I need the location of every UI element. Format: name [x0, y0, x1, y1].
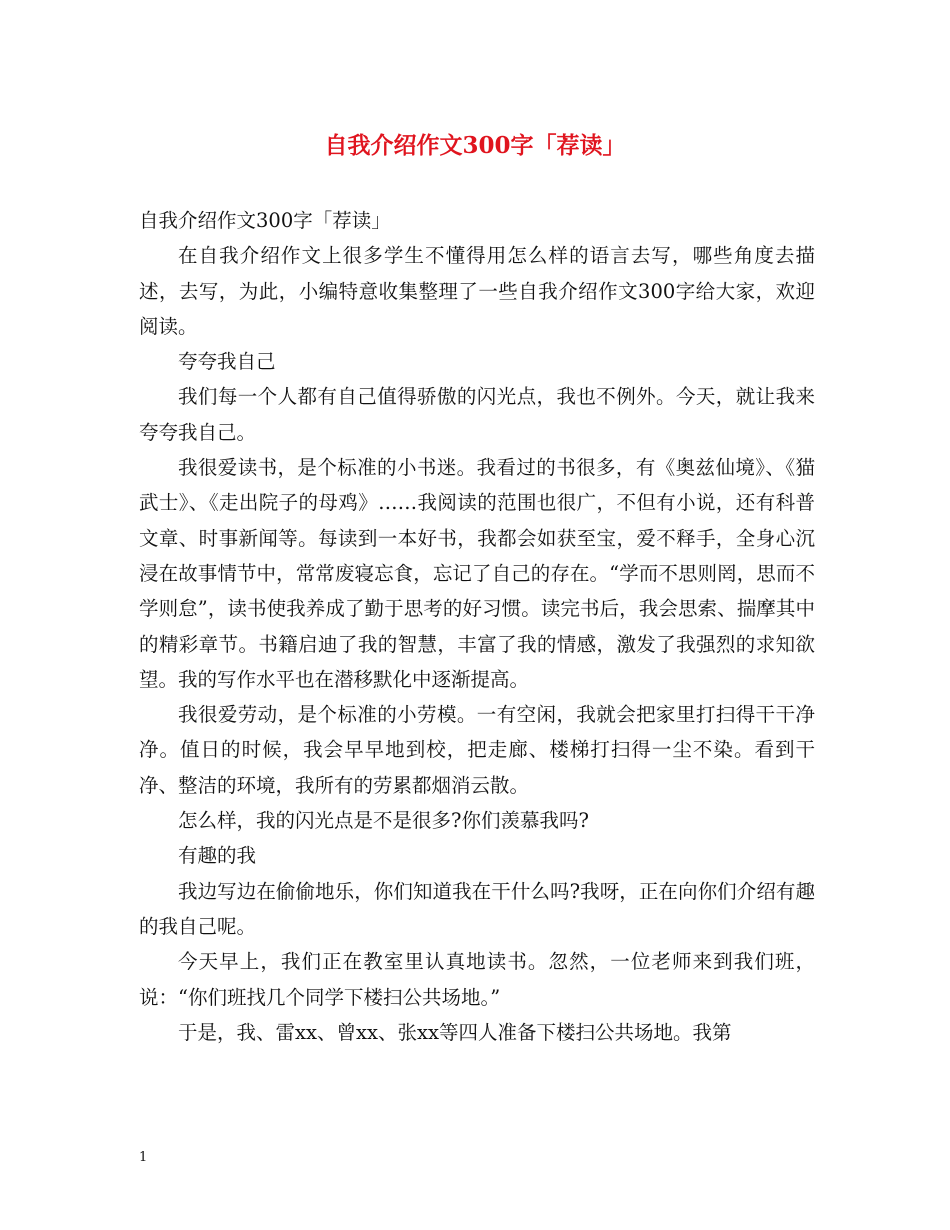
document-title: 自我介绍作文300字「荐读」 — [324, 132, 626, 159]
section-heading-praise-myself: 夸夸我自己 — [178, 350, 276, 374]
paragraph: 我们每一个人都有自己值得骄傲的闪光点，我也不例外。今天，就让我来夸夸我自己。 — [139, 385, 815, 444]
section-heading-interesting-me: 有趣的我 — [178, 844, 257, 868]
page-number: 1 — [139, 1150, 148, 1165]
paragraph: 我很爱读书，是个标准的小书迷。我看过的书很多，有《奥兹仙境》、《猫武士》、《走出院子的母鸡》……我阅读的范围也很广，不但有小说，还有科普文章、时事新闻等。每读到一本好书，我都会如获至宝，爱不释手，全身心沉浸在故事情节中，常常废寝忘食，忘记了自己的存在。“学而不思则罔，思而不学则怠”，读书使我养成了勤于思考的好习惯。读完书后，我会思索、揣摩其中的精彩章节。书籍启迪了我的智慧，丰富了我的情感，激发了我强烈的求知欲望。我的写作水平也在潜移默化中逐渐提高。 — [139, 456, 815, 691]
paragraph: 我边写边在偷偷地乐，你们知道我在干什么吗?我呀，正在向你们介绍有趣的我自己呢。 — [139, 879, 815, 938]
paragraph: 今天早上，我们正在教室里认真地读书。忽然，一位老师来到我们班，说：“你们班找几个同学下楼扫公共场地。” — [139, 950, 815, 1009]
paragraph-subtitle: 自我介绍作文300字「荐读」 — [139, 209, 391, 232]
paragraph-intro: 在自我介绍作文上很多学生不懂得用怎么样的语言去写，哪些角度去描述，去写，为此，小编特意收集整理了一些自我介绍作文300字给大家，欢迎阅读。 — [139, 244, 815, 338]
paragraph: 怎么样，我的闪光点是不是很多?你们羡慕我吗? — [178, 809, 589, 833]
paragraph: 我很爱劳动，是个标准的小劳模。一有空闲，我就会把家里打扫得干干净净。值日的时候，我会早早地到校，把走廊、楼梯打扫得一尘不染。看到干净、整洁的环境，我所有的劳累都烟消云散。 — [139, 703, 815, 797]
document-body — [139, 203, 815, 1050]
paragraph: 于是，我、雷xx、曾xx、张xx等四人准备下楼扫公共场地。我第 — [178, 1020, 732, 1044]
